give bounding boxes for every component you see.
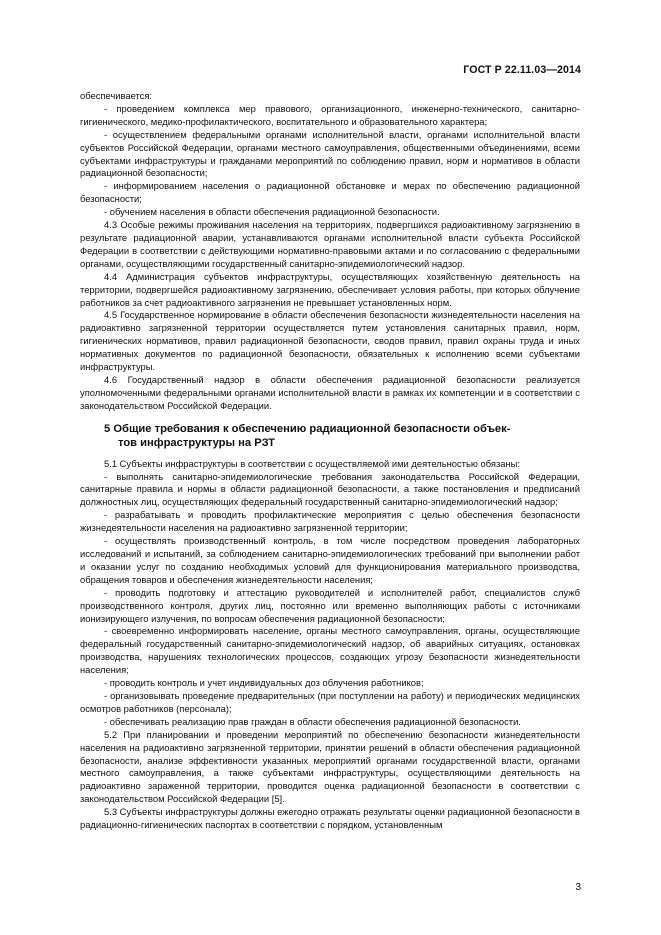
list-item: - осуществлять производственный контроль, в том числе посредством проведения лабораторных исследований и испытаний, за соблюдением санитарно-эпидемиологических требований при выполнении работ и оказании услуг по созданию необходимых условий для функционирования материального производства, обращения товаров и обеспечения жизнедеятельности населения;: [80, 535, 580, 585]
list-item: - проводить контроль и учет индивидуальных доз облучения работников;: [104, 677, 424, 689]
document-code-header: ГОСТ Р 22.11.03—2014: [463, 64, 581, 76]
page-number: 3: [575, 882, 581, 893]
paragraph-5-3: 5.3 Субъекты инфраструктуры должны ежегодно отражать результаты оценки радиационной безопасности в радиационно-гигиенических паспортах в соответствии с порядком, установленным: [80, 806, 580, 831]
paragraph-4-3: 4.3 Особые режимы проживания населения на территориях, подвергшихся радиоактивному загрязнению в результате радиационной аварии, устанавливаются органами исполнительной власти субъекта Российской Федерации в соответствии с действующими нормативно-правовыми актами и по согласованию с федеральными органами, осуществляющими государственный санитарно-эпидемиологический надзор.: [80, 219, 580, 269]
list-item: - разрабатывать и проводить профилактические мероприятия с целью обеспечения безопасности жизнедеятельности населения на радиоактивно загрязненной территории;: [80, 509, 580, 534]
paragraph-4-5: 4.5 Государственное нормирование в области обеспечения безопасности жизнедеятельности населения на радиоактивно загрязненной территории осуществляется путем установления санитарных правил, норм, гигиенических нормативов, правил радиационной безопасности, сводов правил, правил охраны труда и иных нормативных документов по радиационной безопасности, обязательных к исполнению всеми субъектами инфраструктуры.: [80, 309, 580, 373]
paragraph: обеспечивается:: [80, 90, 153, 101]
list-item: - выполнять санитарно-эпидемиологические требования законодательства Российской Федерации, санитарные правила и нормы в области радиационной безопасности, а также постановления и предписаний должностных лиц, осуществляющих федеральный государственный санитарно-эпидемиологический надзор;: [80, 470, 580, 508]
list-item: - проводить подготовку и аттестацию руководителей и исполнителей работ, специалистов служб производственного контроля, других лиц, постоянно или временно выполняющих работы с источниками ионизирующего излучения, по вопросам обеспечения радиационной безопасности;: [80, 586, 580, 624]
list-item: - обучением населения в области обеспечения радиационной безопасности.: [104, 206, 440, 218]
list-item: - проведением комплекса мер правового, организационного, инженерно-технического, санитарно-гигиенического, медико-профилактического, воспитательного и образовательного характера;: [80, 102, 580, 127]
list-item: - обеспечивать реализацию прав граждан в области обеспечения радиационной безопасности.: [104, 715, 521, 727]
document-body: [80, 90, 580, 832]
list-item: - организовывать проведение предварительных (при поступлении на работу) и периодических медицинских осмотров работников (персонала);: [80, 689, 580, 714]
section-title-line2: тов инфраструктуры на РЗТ: [118, 436, 275, 449]
list-item: - своевременно информировать население, органы местного самоуправления, органы, осуществляющие федеральный государственный санитарно-эпидемиологический надзор, об аварийных ситуациях, остановках производства, нарушениях технологических процессов, создающих угрозу безопасности жизнедеятельности населения;: [80, 625, 580, 676]
paragraph-5-2: 5.2 При планировании и проведении мероприятий по обеспечению безопасности жизнедеятельности населения на радиоактивно загрязненной территории, принятии решений в области обеспечения радиационной безопасности, анализе эффективности указанных мероприятий органами государственной власти, органами местного самоуправления, а также субъектами инфраструктуры, осуществляющими деятельность на радиоактивно зараженной территории, проводится оценка радиационной безопасности в соответствии с законодательством Российской Федерации [5].: [80, 728, 580, 805]
paragraph-5-1: 5.1 Субъекты инфраструктуры в соответствии с осуществляемой ими деятельностью обязаны:: [104, 457, 520, 469]
list-item: - осуществлением федеральными органами исполнительной власти, органами исполнительной власти субъектов Российской Федерации, органами местного самоуправления, общественными объединениями, всеми субъектами инфраструктуры и гражданами мероприятий по соблюдению правил, норм и нормативов в области радиационной безопасности;: [80, 128, 580, 179]
paragraph-4-4: 4.4 Администрация субъектов инфраструктуры, осуществляющих хозяйственную деятельность на территории, подвергшейся радиоактивному загрязнению, обеспечивает условия работы, при которых облучение работников за счет радиоактивного загрязнения не превышает установленных норм.: [80, 270, 580, 308]
section-title-line1: 5 Общие требования к обеспечению радиационной безопасности объек-: [104, 422, 511, 435]
paragraph-4-6: 4.6 Государственный надзор в области обеспечения радиационной безопасности реализуется уполномоченными федеральными органами исполнительной власти в рамках их компетенции и в соответствии с законодательством Российской Федерации.: [80, 373, 580, 411]
section-5-heading: [104, 422, 580, 450]
list-item: - информированием населения о радиационной обстановке и мерах по обеспечению радиационной безопасности;: [80, 180, 580, 205]
